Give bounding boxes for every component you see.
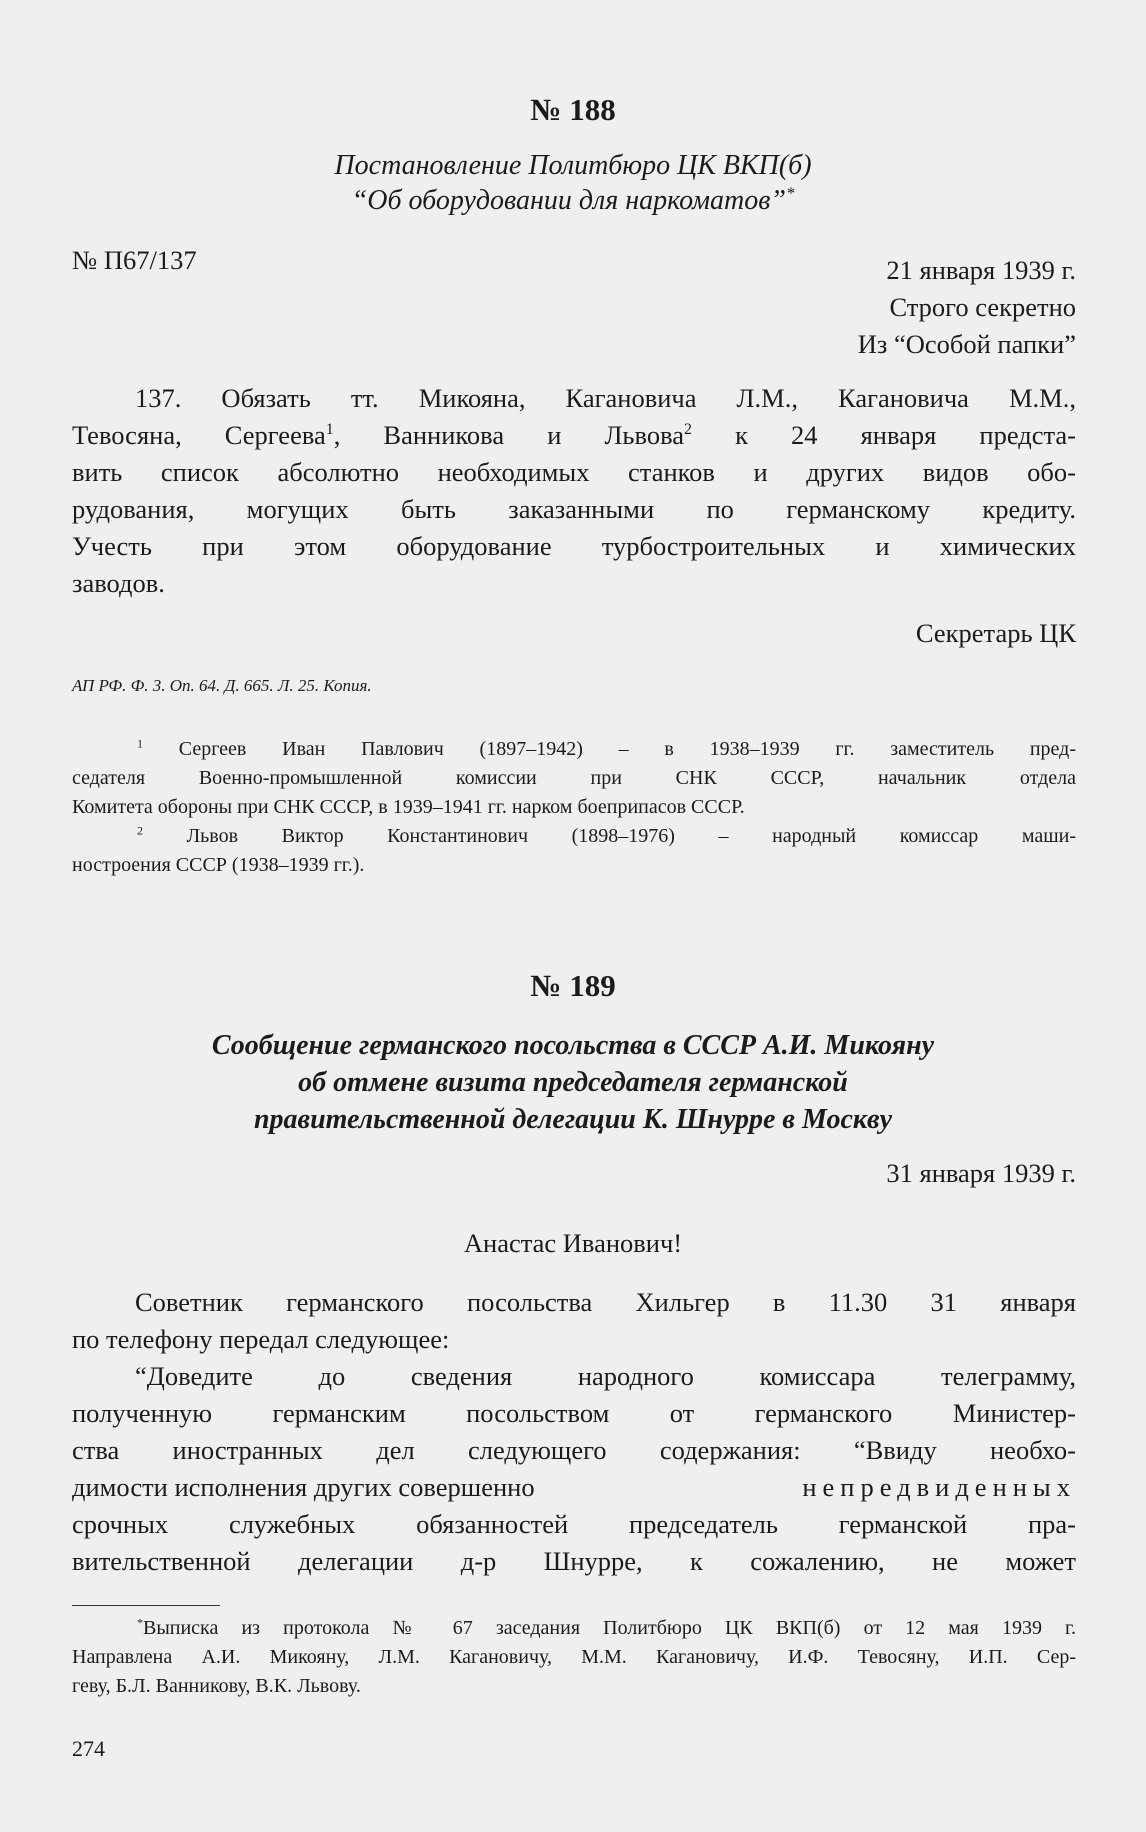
doc-189-body-line-3: “Доведите до сведения народного комиссара телеграмму,	[135, 1361, 1076, 1391]
footnote-1-line-3: Комитета обороны при СНК СССР, в 1939–1941 гг. нарком боеприпасов СССР.	[72, 796, 745, 818]
doc-188-classification: Строго секретно	[889, 292, 1076, 322]
doc-189-body-line-2: по телефону передал следующее:	[72, 1324, 450, 1354]
doc-189-body-line-5: ства иностранных дел следующего содержания: “Ввиду необхо-	[72, 1435, 1076, 1465]
doc-188-body-line-6: заводов.	[72, 568, 165, 598]
page-number: 274	[72, 1736, 105, 1761]
doc-189-title-line-1: Сообщение германского посольства в СССР А.И. Микояну	[211, 1030, 935, 1061]
doc-188-body-line-2: Тевосяна, Сергеева$^1$, Ванникова и Львова$^2$ к 24 января предста-	[72, 420, 1076, 450]
page-footnote-line-1: *Выписка из протокола № 67 заседания Политбюро ЦК ВКП(б) от 12 мая 1939 г.	[137, 1615, 1076, 1639]
doc-188-signature: Секретарь ЦК	[915, 618, 1076, 648]
doc-188-body-line-5: Учесть при этом оборудование турбостроительных и химических	[72, 531, 1076, 561]
doc-188-body-line-3: вить список абсолютно необходимых станков и других видов обо-	[72, 457, 1076, 487]
doc-188-title-line-1: Постановление Политбюро ЦК ВКП(б)	[334, 150, 812, 181]
doc-number-188: № 188	[530, 92, 616, 127]
doc-189-body-line-7: срочных служебных обязанностей председатель германской пра-	[72, 1509, 1076, 1539]
doc-189-body-line-8: вительственной делегации д-р Шнурре, к сожалению, не может	[72, 1546, 1076, 1576]
doc-189-title-line-2: об отмене визита председателя германской	[298, 1067, 848, 1098]
footnote-2-line-2: ностроения СССР (1938–1939 гг.).	[72, 854, 365, 876]
doc-189-spaced-word: непредвиденных	[802, 1472, 1076, 1502]
doc-189-date: 31 января 1939 г.	[886, 1158, 1076, 1188]
doc-189-body-line-6a: димости исполнения других совершенно	[72, 1472, 535, 1502]
footnote-separator	[72, 1605, 220, 1606]
doc-189-body-line-4: полученную германским посольством от германского Министер-	[72, 1398, 1076, 1428]
doc-188-ref: № П67/137	[72, 245, 197, 275]
doc-188-body-line-4: рудования, могущих быть заказанными по германскому кредиту.	[72, 494, 1076, 524]
doc-188-date: 21 января 1939 г.	[886, 255, 1076, 285]
footnote-1-line-1: $^1$ Сергеев Иван Павлович (1897–1942) – в 1938–1939 гг. заместитель пред-	[137, 736, 1077, 760]
doc-189-body-line-1: Советник германского посольства Хильгер в 11.30 31 января	[135, 1287, 1076, 1317]
doc-189-salutation: Анастас Иванович!	[463, 1228, 683, 1258]
footnote-2-line-1: $^2$ Львов Виктор Константинович (1898–1976) – народный комиссар маши-	[137, 823, 1077, 847]
doc-number-189: № 189	[530, 968, 616, 1003]
doc-188-archive-source: АП РФ. Ф. 3. Оп. 64. Д. 665. Л. 25. Копия.	[72, 676, 372, 695]
doc-188-title-line-2: “Об оборудовании для наркоматов”*	[351, 183, 795, 216]
doc-188-body-line-1: 137. Обязать тт. Микояна, Кагановича Л.М., Кагановича М.М.,	[135, 383, 1076, 413]
doc-188-origin: Из “Особой папки”	[857, 329, 1076, 359]
doc-189-title-line-3: правительственной делегации К. Шнурре в Москву	[253, 1104, 892, 1135]
page-footnote-line-2: Направлена А.И. Микояну, Л.М. Кагановичу, М.М. Кагановичу, И.Ф. Тевосяну, И.П. Сер-	[72, 1646, 1076, 1668]
page-footnote-line-3: геву, Б.Л. Ванникову, В.К. Львову.	[72, 1675, 361, 1697]
footnote-1-line-2: седателя Военно-промышленной комиссии при СНК СССР, начальник отдела	[72, 767, 1076, 789]
